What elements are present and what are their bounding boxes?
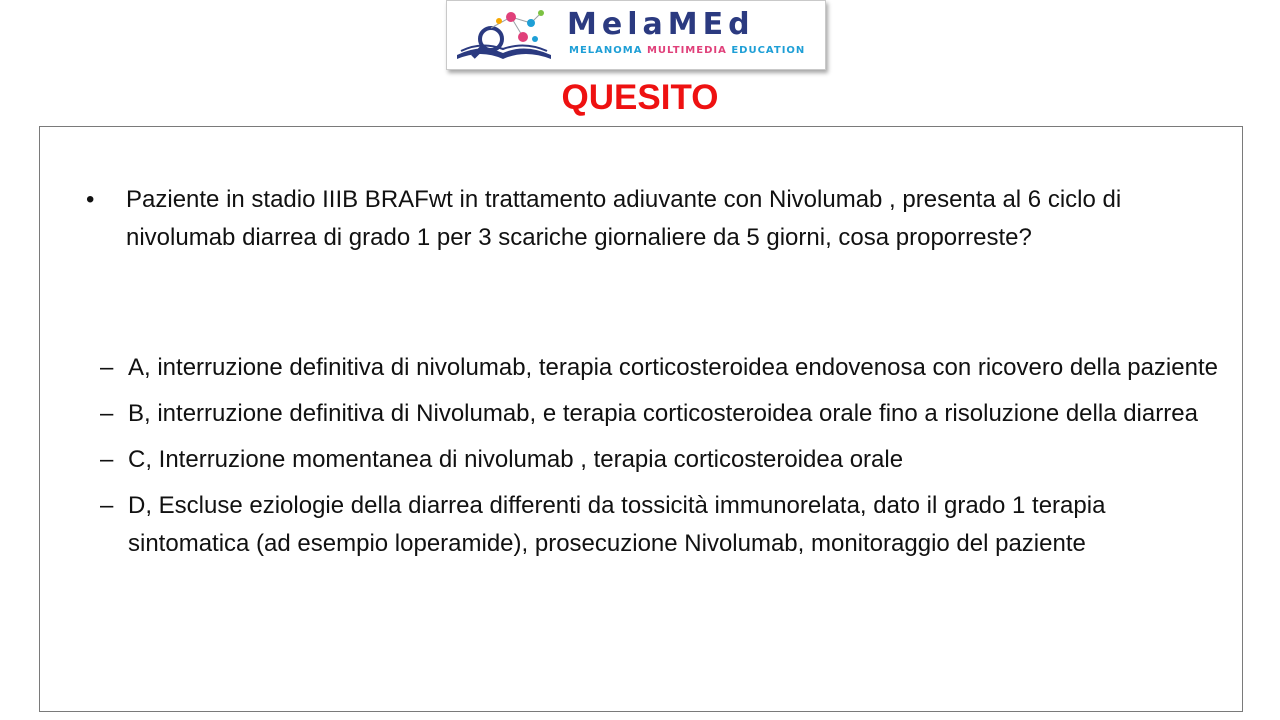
option-a	[100, 349, 1220, 387]
option-a-text: A, interruzione definitiva di nivolumab, terapia corticosteroidea endovenosa con ricovero della paziente	[128, 354, 1218, 381]
dash-icon: –	[100, 354, 114, 381]
logo-title: MelaMEd	[567, 7, 755, 42]
answer-options	[100, 349, 1220, 571]
option-d-text: D, Escluse eziologie della diarrea differenti da tossicità immunorelata, dato il grado 1 terapia sintomatica (ad esempio loperamide), prosecuzione Nivolumab, monitoraggio del paziente	[128, 492, 1106, 557]
option-c	[100, 441, 1220, 479]
option-b	[100, 395, 1220, 433]
bullet-dot-icon: •	[86, 186, 95, 213]
dash-icon: –	[100, 446, 114, 473]
logo-subtitle-education: EDUCATION	[731, 45, 806, 56]
content-box	[39, 126, 1243, 712]
slide-title: QUESITO	[561, 78, 719, 117]
option-c-text: C, Interruzione momentanea di nivolumab , terapia corticosteroidea orale	[128, 446, 904, 473]
option-b-text: B, interruzione definitiva di Nivolumab, e terapia corticosteroidea orale fino a risoluzione della diarrea	[128, 400, 1198, 427]
magnifier-book-icon	[451, 5, 563, 65]
option-d	[100, 487, 1220, 563]
dash-icon: –	[100, 400, 114, 427]
dash-icon: –	[100, 492, 114, 519]
melamed-logo	[446, 0, 826, 70]
logo-subtitle-melanoma: MELANOMA	[569, 45, 643, 56]
question-text: Paziente in stadio IIIB BRAFwt in trattamento adiuvante con Nivolumab , presenta al 6 ciclo di nivolumab diarrea di grado 1 per 3 scariche giornaliere da 5 giorni, cosa proporreste?	[126, 186, 1122, 251]
logo-subtitle-multimedia: MULTIMEDIA	[646, 45, 727, 56]
logo-subtitle	[569, 45, 805, 56]
question-bullet	[86, 181, 1226, 257]
